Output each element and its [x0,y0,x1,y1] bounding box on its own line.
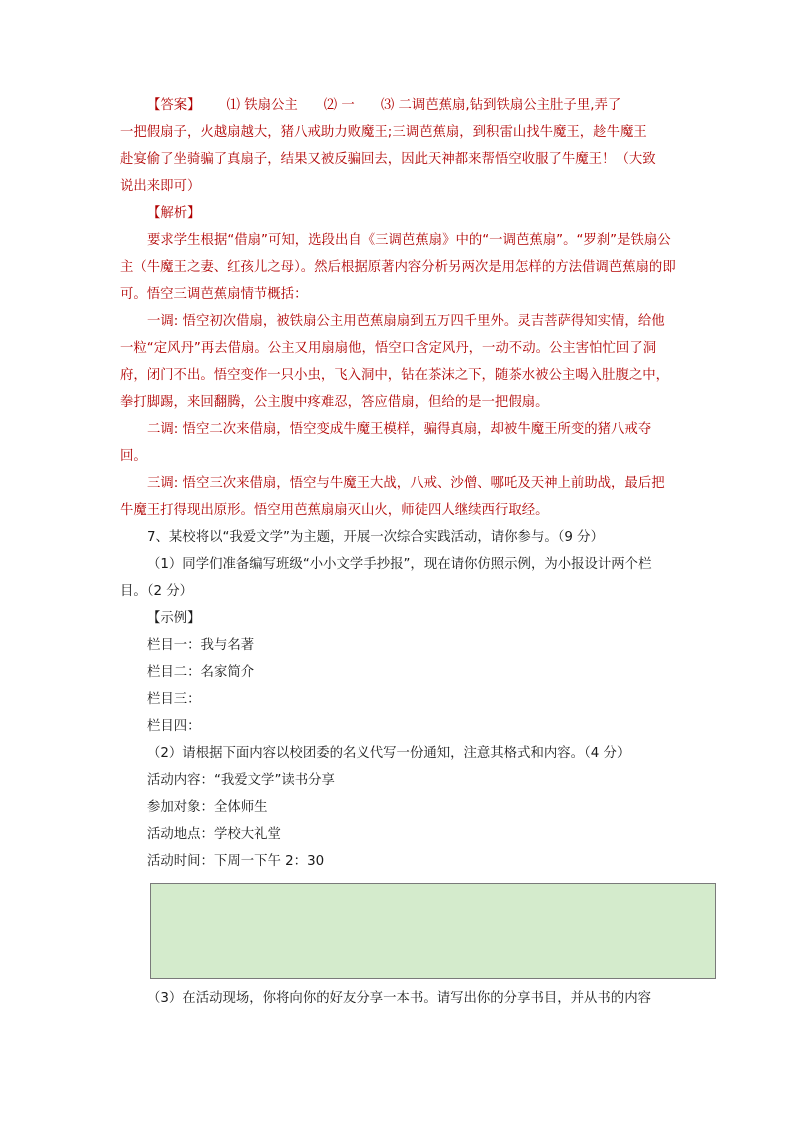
answer-part-3-prefix: ⑶ [380,98,395,113]
activity-content: 活动内容：“我爱文学”读书分享 [147,773,335,788]
answer-line-4: 说出来即可） [120,179,201,194]
question-7-sub-3: （3）在活动现场，你将向你的好友分享一本书。请写出你的分享书目，并从书的内容 [147,991,651,1006]
answer-label: 【答案】 [147,98,201,113]
example-label: 【示例】 [147,611,201,626]
analysis-label: 【解析】 [147,206,201,221]
answer-part-1: ⑴ 铁扇公主 [226,98,298,113]
answer-line-1 [120,92,676,119]
analysis-paragraph-1: 要求学生根据“借扇”可知，选段出自《三调芭蕉扇》中的“一调芭蕉扇”。“罗刹”是铁扇公主（牛魔王之妻、红孩儿之母）。然后根据原著内容分析另两次是用怎样的方法借调芭蕉扇的即可。悟空三调芭蕉扇情节概括： [120,233,676,302]
analysis-paragraph-2: 一调: 悟空初次借扇，被铁扇公主用芭蕉扇扇到五万四千里外。灵吉菩萨得知实情，给他一粒“定风丹”再去借扇。公主又用扇扇他，悟空口含定风丹，一动不动。公主害怕忙回了洞府，闭门不出。悟空变作一只小虫，飞入洞中，钻在茶沫之下，随茶水被公主喝入肚腹之中，拳打脚踢，来回翻腾，公主腹中疼难忍，答应借扇，但给的是一把假扇。 [120,314,670,410]
notice-answer-box[interactable] [150,883,716,979]
answer-part-2: ⑵ 一 [323,98,355,113]
analysis-paragraph-3: 二调: 悟空二次来借扇，悟空变成牛魔王模样，骗得真扇，却被牛魔王所变的猪八戒夺回。 [120,422,652,464]
answer-line-2: 一把假扇子，火越扇越大，猪八戒助力败魔王;三调芭蕉扇，到积雷山找牛魔王，趁牛魔王 [120,125,647,140]
column-3-blank: 栏目三： [147,692,201,707]
activity-location: 活动地点：学校大礼堂 [147,827,281,842]
column-4-blank: 栏目四： [147,719,201,734]
answer-line-3: 赴宴偷了坐骑骗了真扇子，结果又被反骗回去，因此天神都来帮悟空收服了牛魔王！（大致 [120,152,656,167]
activity-time: 活动时间：下周一下午 2：30 [147,854,325,869]
analysis-paragraph-4: 三调: 悟空三次来借扇，悟空与牛魔王大战，八戒、沙僧、哪吒及天神上前助战，最后把牛魔王打得现出原形。悟空用芭蕉扇扇灭山火，师徒四人继续西行取经。 [120,476,665,518]
question-7-sub-1: （1）同学们准备编写班级“小小文学手抄报”，现在请你仿照示例，为小报设计两个栏目。（2 分） [120,557,652,599]
question-7-sub-2: （2）请根据下面内容以校团委的名义代写一份通知，注意其格式和内容。（4 分） [147,746,631,761]
activity-participants: 参加对象：全体师生 [147,800,268,815]
column-2: 栏目二：名家简介 [147,665,255,680]
answer-part-3-text: 二调芭蕉扇,钻到铁扇公主肚子里,弄了 [398,98,622,113]
question-7-title: 7、某校将以“我爱文学”为主题，开展一次综合实践活动，请你参与。（9 分） [147,530,604,545]
document-content [120,92,676,1012]
column-1: 栏目一：我与名著 [147,638,255,653]
